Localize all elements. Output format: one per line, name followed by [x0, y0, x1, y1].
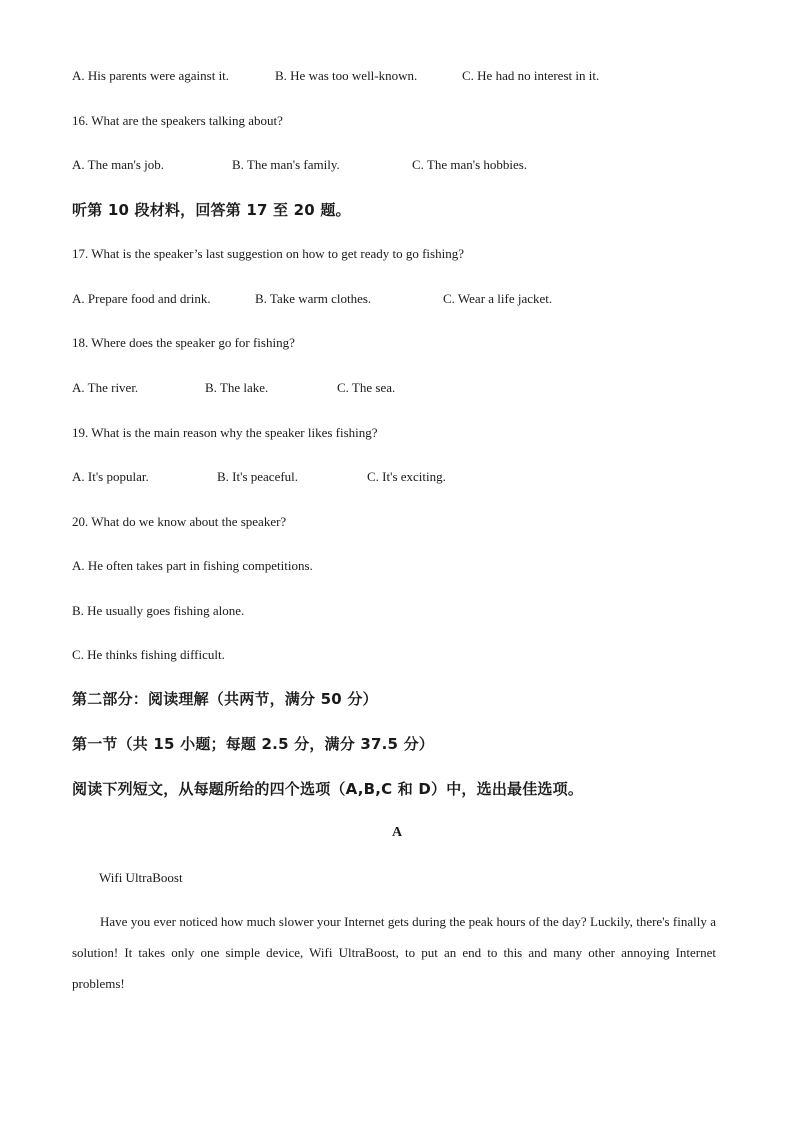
part2-heading: 第二部分：阅读理解（共两节，满分 50 分）: [72, 690, 378, 708]
q20-option-b: B. He usually goes fishing alone.: [72, 603, 245, 618]
q16-option-c: C. The man's hobbies.: [412, 157, 528, 172]
reading-instructions: 阅读下列短文，从每题所给的四个选项（A,B,C 和 D）中，选出最佳选项。: [72, 780, 584, 798]
q18-option-b: B. The lake.: [205, 380, 269, 395]
q16-option-b: B. The man's family.: [232, 157, 340, 172]
q16-option-a: A. The man's job.: [72, 157, 165, 172]
q19-option-b: B. It's peaceful.: [217, 469, 299, 484]
q16-question: 16. What are the speakers talking about?: [72, 113, 283, 128]
q20-option-a: A. He often takes part in fishing competitions.: [72, 558, 313, 573]
q17-option-c: C. Wear a life jacket.: [443, 291, 553, 306]
q15-option-c: C. He had no interest in it.: [462, 68, 600, 83]
q19-question: 19. What is the main reason why the speaker likes fishing?: [72, 425, 378, 440]
q18-option-a: A. The river.: [72, 380, 139, 395]
q20-option-c: C. He thinks fishing difficult.: [72, 647, 225, 662]
section1-heading: 第一节（共 15 小题；每题 2.5 分，满分 37.5 分）: [72, 735, 434, 753]
q19-option-a: A. It's popular.: [72, 469, 149, 484]
q19-option-c: C. It's exciting.: [367, 469, 446, 484]
passage-title: Wifi UltraBoost: [99, 870, 183, 885]
q17-option-a: A. Prepare food and drink.: [72, 291, 211, 306]
q17-question: 17. What is the speaker’s last suggestion on how to get ready to go fishing?: [72, 246, 464, 261]
q15-option-a: A. His parents were against it.: [72, 68, 230, 83]
section10-heading: 听第 10 段材料，回答第 17 至 20 题。: [72, 201, 351, 219]
passage-label: A: [391, 825, 403, 840]
q15-option-b: B. He was too well-known.: [275, 68, 418, 83]
q18-question: 18. Where does the speaker go for fishing?: [72, 335, 295, 350]
q17-option-b: B. Take warm clothes.: [255, 291, 372, 306]
q18-option-c: C. The sea.: [337, 380, 396, 395]
q20-question: 20. What do we know about the speaker?: [72, 514, 287, 529]
passage-body: Have you ever noticed how much slower your Internet gets during the peak hours of the day? Luckily, there's finally a solution! It takes only one simple device, Wifi UltraBoost, to put an end to this and many other annoying Internet problems!: [72, 914, 716, 991]
